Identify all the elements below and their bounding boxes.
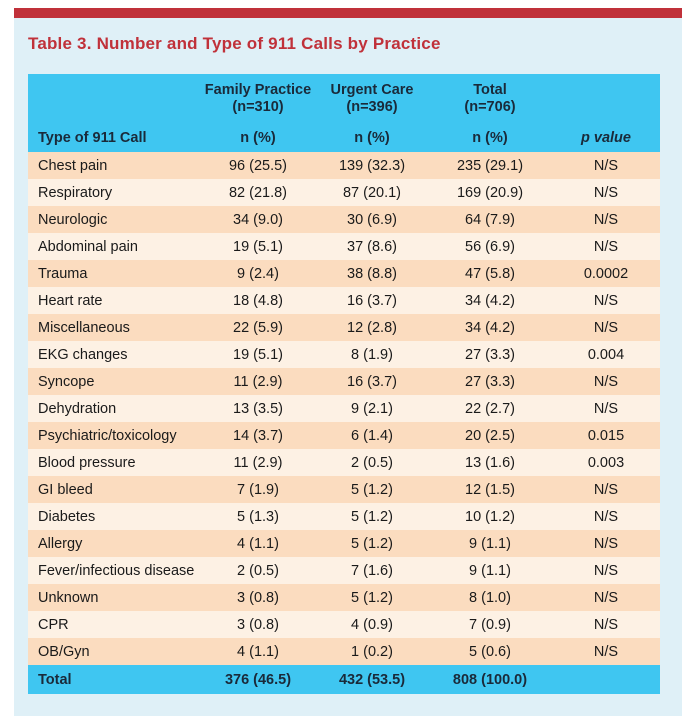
p-value: N/S [552, 287, 660, 314]
total-value: 34 (4.2) [428, 314, 552, 341]
urgent-care-value: 37 (8.6) [316, 233, 428, 260]
table-row [28, 476, 660, 503]
table-row [28, 503, 660, 530]
family-practice-value: 11 (2.9) [200, 368, 316, 395]
urgent-care-value: 2 (0.5) [316, 449, 428, 476]
urgent-care-value: 6 (1.4) [316, 422, 428, 449]
p-value: 0.015 [552, 422, 660, 449]
table-row [28, 557, 660, 584]
p-value: 0.004 [552, 341, 660, 368]
group-n: (n=706) [464, 99, 516, 115]
table-row [28, 395, 660, 422]
p-value: N/S [552, 476, 660, 503]
call-type: Dehydration [28, 395, 200, 422]
family-practice-value: 13 (3.5) [200, 395, 316, 422]
call-type: Neurologic [28, 206, 200, 233]
family-practice-value: 14 (3.7) [200, 422, 316, 449]
call-type: Psychiatric/toxicology [28, 422, 200, 449]
header-family-practice [200, 74, 316, 124]
family-practice-value: 4 (1.1) [200, 530, 316, 557]
family-practice-value: 34 (9.0) [200, 206, 316, 233]
urgent-care-value: 12 (2.8) [316, 314, 428, 341]
call-type: Blood pressure [28, 449, 200, 476]
table-body [28, 152, 660, 665]
family-practice-value: 19 (5.1) [200, 233, 316, 260]
group-name: Total [473, 82, 507, 98]
family-practice-value: 5 (1.3) [200, 503, 316, 530]
total-label: Total [28, 665, 200, 694]
urgent-care-value: 5 (1.2) [316, 476, 428, 503]
header-blank-pvalue [552, 74, 660, 124]
total-value: 22 (2.7) [428, 395, 552, 422]
table-row [28, 314, 660, 341]
total-value: 13 (1.6) [428, 449, 552, 476]
calls-table [28, 74, 660, 694]
top-accent-bar [14, 8, 682, 18]
family-practice-value: 4 (1.1) [200, 638, 316, 665]
family-practice-value: 3 (0.8) [200, 611, 316, 638]
p-value: N/S [552, 233, 660, 260]
urgent-care-value: 4 (0.9) [316, 611, 428, 638]
call-type: Allergy [28, 530, 200, 557]
group-n: (n=310) [232, 99, 284, 115]
total-value: 9 (1.1) [428, 530, 552, 557]
p-value: N/S [552, 584, 660, 611]
family-practice-value: 11 (2.9) [200, 449, 316, 476]
p-value: N/S [552, 611, 660, 638]
total-value: 10 (1.2) [428, 503, 552, 530]
table-row [28, 611, 660, 638]
p-value: N/S [552, 314, 660, 341]
group-header-row [28, 74, 660, 124]
table-row [28, 422, 660, 449]
total-value: 169 (20.9) [428, 179, 552, 206]
urgent-care-value: 5 (1.2) [316, 584, 428, 611]
call-type: Miscellaneous [28, 314, 200, 341]
p-value: N/S [552, 503, 660, 530]
group-name: Urgent Care [330, 82, 414, 98]
urgent-care-value: 1 (0.2) [316, 638, 428, 665]
call-type: Unknown [28, 584, 200, 611]
p-value: N/S [552, 179, 660, 206]
table-row [28, 206, 660, 233]
table-row [28, 638, 660, 665]
call-type: Chest pain [28, 152, 200, 179]
urgent-care-value: 5 (1.2) [316, 503, 428, 530]
table-row [28, 233, 660, 260]
urgent-care-value: 5 (1.2) [316, 530, 428, 557]
header-blank [28, 74, 200, 124]
total-value: 47 (5.8) [428, 260, 552, 287]
call-type: Fever/infectious disease [28, 557, 200, 584]
total-row [28, 665, 660, 694]
call-type: Abdominal pain [28, 233, 200, 260]
urgent-care-value: 139 (32.3) [316, 152, 428, 179]
group-n: (n=396) [346, 99, 398, 115]
total-value: 20 (2.5) [428, 422, 552, 449]
family-practice-value: 82 (21.8) [200, 179, 316, 206]
column-header-row [28, 124, 660, 152]
call-type: Heart rate [28, 287, 200, 314]
call-type: Respiratory [28, 179, 200, 206]
row-label-header: Type of 911 Call [28, 124, 200, 152]
total-value: 27 (3.3) [428, 341, 552, 368]
stat-header-fp: n (%) [200, 124, 316, 152]
total-value: 7 (0.9) [428, 611, 552, 638]
total-value: 64 (7.9) [428, 206, 552, 233]
p-value: 0.0002 [552, 260, 660, 287]
family-practice-value: 2 (0.5) [200, 557, 316, 584]
header-total [428, 74, 552, 124]
table-title: Table 3. Number and Type of 911 Calls by Practice [28, 34, 441, 53]
group-name: Family Practice [204, 82, 312, 98]
family-practice-value: 3 (0.8) [200, 584, 316, 611]
call-type: Diabetes [28, 503, 200, 530]
table-row [28, 341, 660, 368]
call-type: CPR [28, 611, 200, 638]
total-value: 56 (6.9) [428, 233, 552, 260]
total-value: 27 (3.3) [428, 368, 552, 395]
call-type: Syncope [28, 368, 200, 395]
urgent-care-value: 16 (3.7) [316, 287, 428, 314]
p-value: N/S [552, 368, 660, 395]
stat-header-total: n (%) [428, 124, 552, 152]
urgent-care-value: 38 (8.8) [316, 260, 428, 287]
urgent-care-value: 8 (1.9) [316, 341, 428, 368]
p-value: N/S [552, 557, 660, 584]
urgent-care-value: 7 (1.6) [316, 557, 428, 584]
call-type: OB/Gyn [28, 638, 200, 665]
p-value: N/S [552, 152, 660, 179]
total-uc: 432 (53.5) [316, 665, 428, 694]
call-type: EKG changes [28, 341, 200, 368]
urgent-care-value: 16 (3.7) [316, 368, 428, 395]
call-type: Trauma [28, 260, 200, 287]
table-row [28, 530, 660, 557]
family-practice-value: 22 (5.9) [200, 314, 316, 341]
header-urgent-care [316, 74, 428, 124]
pvalue-header: p value [552, 124, 660, 152]
total-value: 12 (1.5) [428, 476, 552, 503]
p-value: N/S [552, 638, 660, 665]
total-value: 235 (29.1) [428, 152, 552, 179]
family-practice-value: 9 (2.4) [200, 260, 316, 287]
urgent-care-value: 30 (6.9) [316, 206, 428, 233]
p-value: N/S [552, 530, 660, 557]
p-value: N/S [552, 206, 660, 233]
total-value: 9 (1.1) [428, 557, 552, 584]
table-row [28, 179, 660, 206]
total-pvalue-blank [552, 665, 660, 694]
urgent-care-value: 87 (20.1) [316, 179, 428, 206]
stat-header-uc: n (%) [316, 124, 428, 152]
family-practice-value: 7 (1.9) [200, 476, 316, 503]
table-row [28, 584, 660, 611]
total-total: 808 (100.0) [428, 665, 552, 694]
table-row [28, 368, 660, 395]
p-value: N/S [552, 395, 660, 422]
total-value: 8 (1.0) [428, 584, 552, 611]
total-value: 34 (4.2) [428, 287, 552, 314]
table-row [28, 287, 660, 314]
total-fp: 376 (46.5) [200, 665, 316, 694]
family-practice-value: 18 (4.8) [200, 287, 316, 314]
table-row [28, 152, 660, 179]
family-practice-value: 96 (25.5) [200, 152, 316, 179]
p-value: 0.003 [552, 449, 660, 476]
urgent-care-value: 9 (2.1) [316, 395, 428, 422]
family-practice-value: 19 (5.1) [200, 341, 316, 368]
table-row [28, 449, 660, 476]
call-type: GI bleed [28, 476, 200, 503]
total-value: 5 (0.6) [428, 638, 552, 665]
table-row [28, 260, 660, 287]
